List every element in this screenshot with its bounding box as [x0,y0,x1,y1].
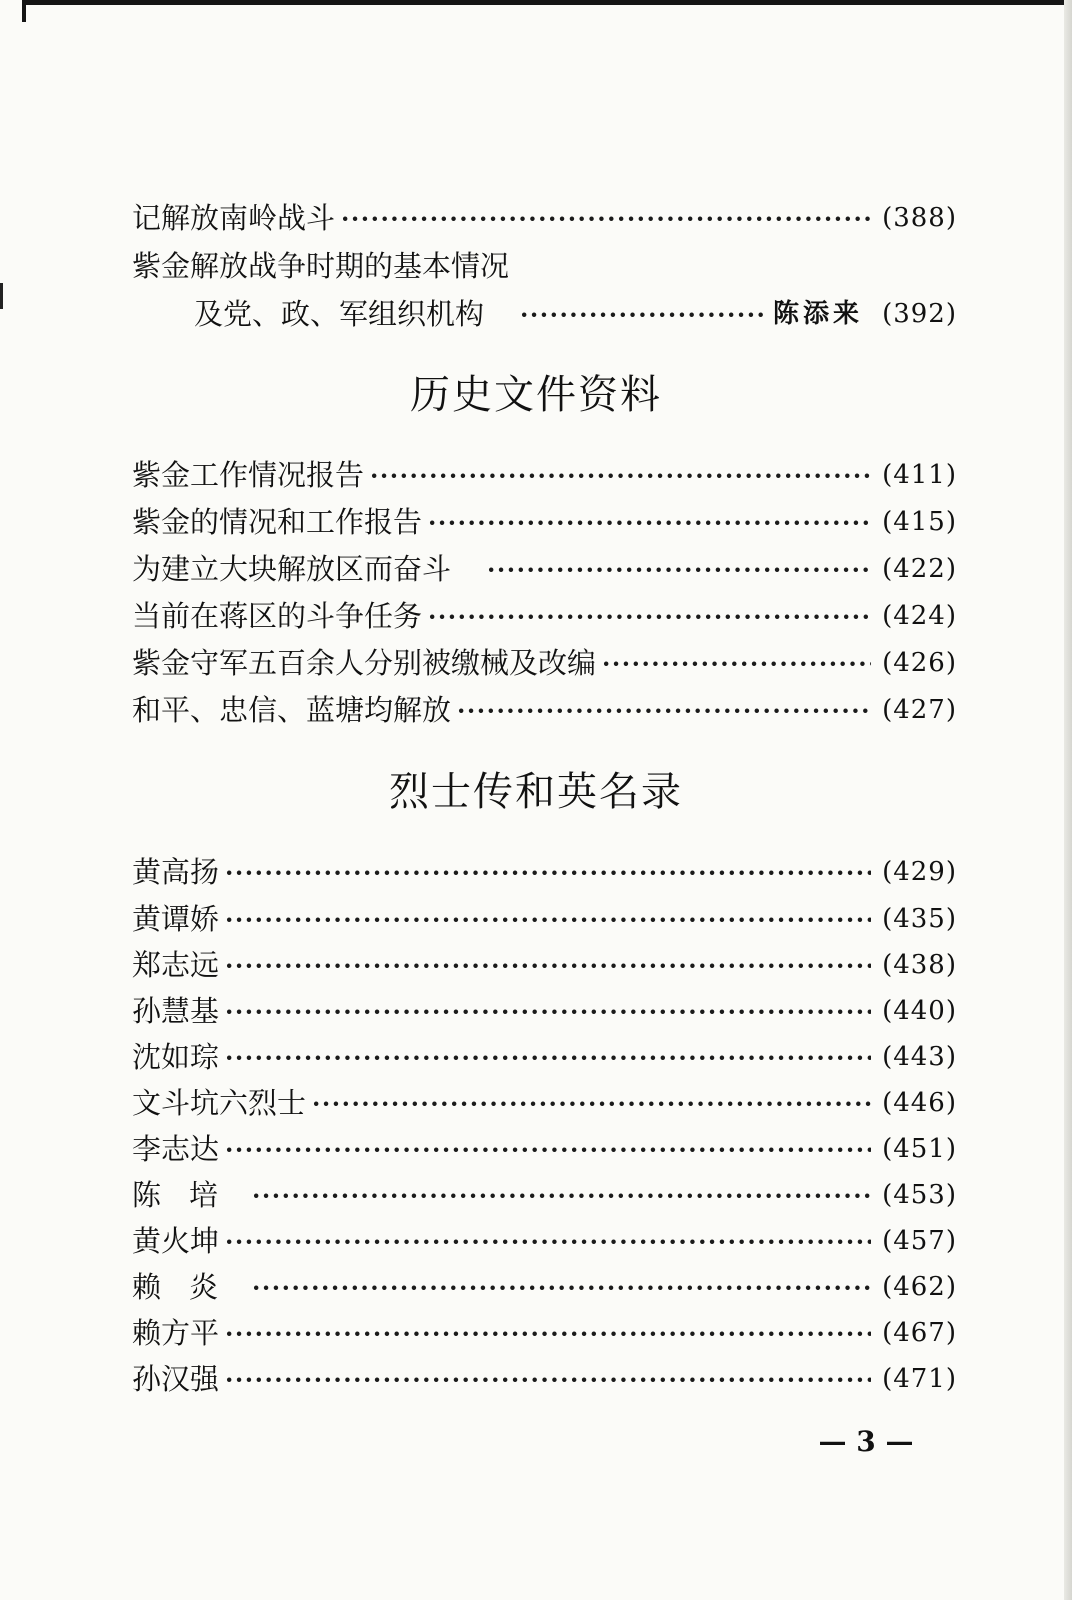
toc-entry [132,1313,957,1353]
toc-entry-title: 孙汉强 [132,1362,220,1396]
toc-entry-page: (429) [882,857,957,887]
toc-entry-title: 紫金守军五百余人分别被缴械及改编 [132,646,597,680]
toc-entry-page: (388) [882,203,957,233]
dot-leader [225,1359,871,1399]
dot-leader [428,502,871,542]
toc-entry-title: 及党、政、军组织机构 [194,297,485,331]
toc-entry-page: (424) [882,601,957,631]
toc-entry-page: (435) [882,904,957,934]
dot-leader [225,945,871,985]
dot-leader [225,991,871,1031]
toc-entry [132,899,957,939]
toc-entry-title: 当前在蒋区的斗争任务 [132,599,423,633]
dot-leader [520,294,765,334]
toc-entry-page: (467) [882,1318,957,1348]
toc-entry-page: (462) [882,1272,957,1302]
toc-entry [132,852,957,892]
toc-entry [132,991,957,1031]
toc-entry-title: 沈如琮 [132,1040,220,1074]
toc-entry-page: (411) [882,460,957,490]
dot-leader [225,899,871,939]
toc-entry [132,1129,957,1169]
toc-entry-title: 赖炎 [132,1270,247,1304]
toc-entry [132,1175,957,1215]
toc-entry-page: (426) [882,648,957,678]
dot-leader [225,1129,871,1169]
scan-top-border [22,0,1072,5]
section-heading-martyrs: 烈士传和英名录 [389,769,683,815]
toc-entry-title: 紫金解放战争时期的基本情况 [132,249,510,283]
toc-entry-title: 李志达 [132,1132,220,1166]
scan-left-border [22,0,26,22]
dot-leader [312,1083,871,1123]
toc-entry-title: 赖方平 [132,1316,220,1350]
toc-entry-title: 孙慧基 [132,994,220,1028]
toc-entry-page: (438) [882,950,957,980]
toc-entry [132,549,957,589]
dot-leader [252,1175,871,1215]
toc-entry-title: 陈培 [132,1178,247,1212]
toc-entry-author: 陈添来 [772,299,863,329]
toc-entry-page: (415) [882,507,957,537]
dot-leader [487,549,869,589]
toc-entry-page: (422) [882,554,957,584]
dot-leader [602,643,871,683]
toc-entry-title: 郑志远 [132,948,220,982]
toc-entry [132,1037,957,1077]
toc-entry-page: (453) [882,1180,957,1210]
toc-entry [132,1221,957,1261]
dot-leader [428,596,871,636]
toc-entry-title: 记解放南岭战斗 [132,201,336,235]
dot-leader [225,852,871,892]
toc-entry-page: (427) [882,695,957,725]
toc-entry-page: (471) [882,1364,957,1394]
dot-leader [341,198,871,238]
toc-entry-page: (392) [882,299,957,329]
toc-entry-page: (440) [882,996,957,1026]
toc-entry-page: (443) [882,1042,957,1072]
toc-entry [132,1359,957,1399]
toc-entry-title: 紫金工作情况报告 [132,458,365,492]
section-heading-history: 历史文件资料 [410,372,662,418]
toc-entry [132,596,957,636]
toc-entry-title: 为建立大块解放区而奋斗 [132,552,452,586]
toc-entry-title: 紫金的情况和工作报告 [132,505,423,539]
toc-entry-title: 和平、忠信、蓝塘均解放 [132,693,452,727]
toc-entry [132,455,957,495]
dot-leader [225,1037,871,1077]
toc-entry-page: (451) [882,1134,957,1164]
toc-entry-page: (457) [882,1226,957,1256]
dot-leader [457,690,871,730]
toc-entry [132,1083,957,1123]
toc-entry-title: 黄谭娇 [132,902,220,936]
toc-entry-title: 黄高扬 [132,855,220,889]
scan-margin-mark [0,283,3,309]
toc-entry-page: (446) [882,1088,957,1118]
toc-entry-title: 文斗坑六烈士 [132,1086,307,1120]
toc-entry-title: 黄火坤 [132,1224,220,1258]
toc-entry [132,1267,957,1307]
toc-entry [132,945,957,985]
dot-leader [252,1267,871,1307]
toc-entry [132,246,957,286]
dot-leader [370,455,871,495]
toc-entry [132,690,957,730]
toc-entry [132,198,957,238]
toc-entry [132,643,957,683]
dot-leader [225,1313,871,1353]
page-number: — 3 — [818,1425,914,1458]
toc-entry-continuation [194,294,957,334]
toc-entry [132,502,957,542]
dot-leader [225,1221,871,1261]
